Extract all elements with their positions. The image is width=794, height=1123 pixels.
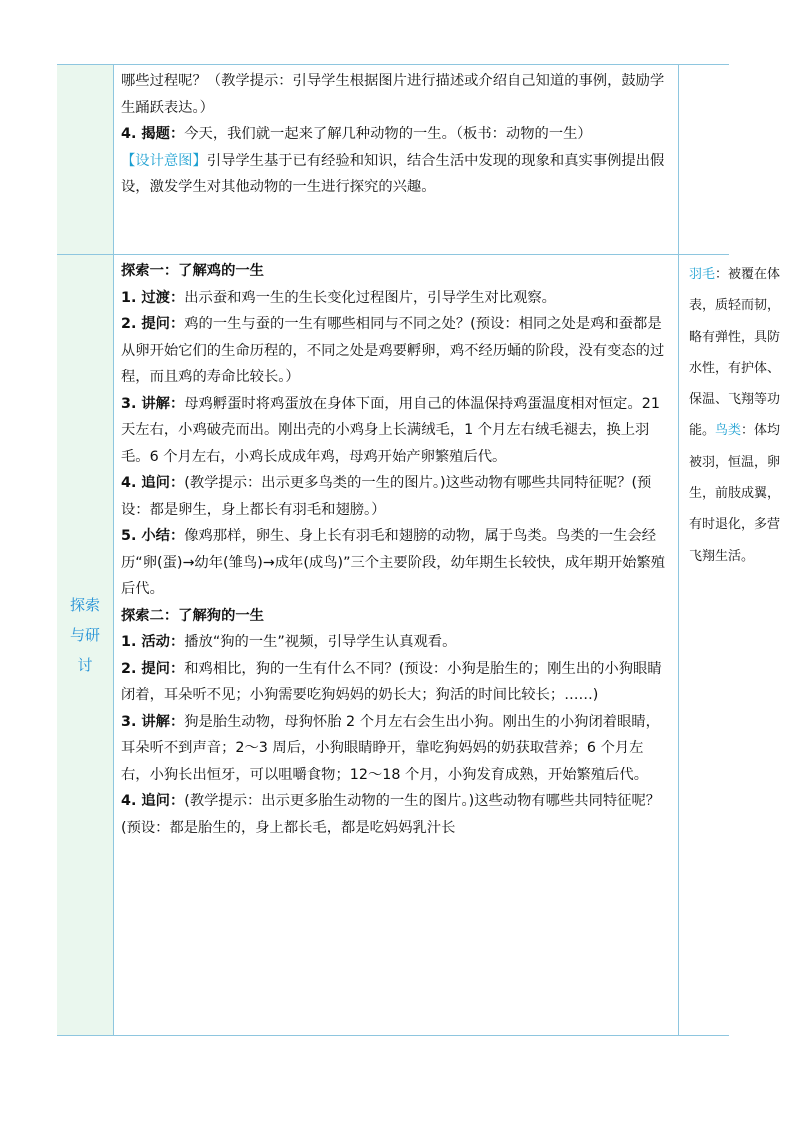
step-text: 母鸡孵蛋时将鸡蛋放在身体下面，用自己的体温保持鸡蛋温度相对恒定。21 天左右，小鸡破壳而出。刚出壳的小鸡身上长满绒毛，1 个月左右绒毛褪去，换上羽毛。6 个月左右，小鸡长成成年鸡，母鸡开始产卵繁殖后代。 xyxy=(121,395,660,465)
step-label: 5. 小结： xyxy=(121,528,185,544)
step-text: 出示蚕和鸡一生的生长变化过程图片，引导学生对比观察。 xyxy=(184,289,556,306)
side-note xyxy=(689,259,789,572)
intro-text xyxy=(121,68,672,201)
step-text: 狗是胎生动物，母狗怀胎 2 个月左右会生出小狗。刚出生的小狗闭着眼睛，耳朵听不到声音；2～3 周后，小狗眼睛睁开，靠吃狗妈妈的奶获取营养；6 个月左右，小狗长出恒牙，可以咀嚼食物；12～18 个月，小狗发育成熟，开始繁殖后代。 xyxy=(121,713,660,783)
content-cell-intro xyxy=(114,65,679,254)
step-label: 1. 过渡： xyxy=(121,289,185,306)
step-label: 3. 讲解： xyxy=(121,395,185,412)
stage-label-line: 与研 xyxy=(69,626,100,644)
design-intent xyxy=(121,148,672,201)
step-label: 4. 追问： xyxy=(121,475,185,491)
stage-cell-empty xyxy=(57,65,114,254)
step-followup xyxy=(121,470,672,523)
step-label: 4. 追问： xyxy=(121,793,185,809)
explore-text xyxy=(121,258,672,841)
step-question xyxy=(121,311,672,391)
intro-paragraph: 哪些过程呢？（教学提示：引导学生根据图片进行描述或介绍自己知道的事例，鼓励学生踊跃表达。） xyxy=(121,73,665,116)
step-question xyxy=(121,656,672,709)
note-cell-empty xyxy=(679,65,729,254)
table-row-explore xyxy=(57,255,781,1035)
step-explain xyxy=(121,709,672,789)
stage-label-line: 探索 xyxy=(69,596,100,614)
step-summary xyxy=(121,523,672,603)
step-text: (教学提示：出示更多鸟类的一生的图片。)这些动物有哪些共同特征呢？(预设：都是卵生，身上都长有羽毛和翅膀。） xyxy=(121,475,652,518)
step-text: 像鸡那样，卵生、身上长有羽毛和翅膀的动物，属于鸟类。鸟类的一生会经历“卵(蛋)→幼年(雏鸟)→成年(成鸟)”三个主要阶段，幼年期生长较快，成年期开始繁殖后代。 xyxy=(121,528,666,597)
explore-one-title: 探索一：了解鸡的一生 xyxy=(121,263,264,279)
note-key-feather: 羽毛 xyxy=(689,267,716,282)
table-row-intro xyxy=(57,65,729,255)
step-label: 2. 提问： xyxy=(121,660,185,677)
step-text: 播放“狗的一生”视频，引导学生认真观看。 xyxy=(184,634,457,650)
step-label: 2. 提问： xyxy=(121,316,185,332)
step-text: 今天，我们就一起来了解几种动物的一生。（板书：动物的一生） xyxy=(184,126,592,142)
content-cell-explore xyxy=(114,255,679,1035)
design-text: 引导学生基于已有经验和知识，结合生活中发现的现象和真实事例提出假设，激发学生对其他动物的一生进行探究的兴趣。 xyxy=(121,152,665,195)
step-text: (教学提示：出示更多胎生动物的一生的图片。)这些动物有哪些共同特征呢？(预设：都是胎生的，身上都长毛，都是吃妈妈乳汁长 xyxy=(121,793,661,836)
note-key-bird: 鸟类 xyxy=(715,423,742,439)
step-reveal-topic xyxy=(121,121,672,148)
explore-two-title: 探索二：了解狗的一生 xyxy=(121,607,264,624)
step-label: 4. 揭题： xyxy=(121,126,185,142)
design-label: 【设计意图】 xyxy=(121,152,207,169)
note-text-bird: ：体均被羽，恒温，卵生，前肢成翼，有时退化，多营飞翔生活。 xyxy=(689,423,781,564)
stage-cell xyxy=(57,255,114,1035)
step-explain xyxy=(121,391,672,471)
step-followup xyxy=(121,788,672,841)
step-label: 3. 讲解： xyxy=(121,713,185,730)
stage-label-line: 讨 xyxy=(77,656,93,674)
step-activity xyxy=(121,629,672,656)
stage-label xyxy=(57,590,113,680)
step-text: 和鸡相比，狗的一生有什么不同？(预设：小狗是胎生的；刚生出的小狗眼睛闭着，耳朵听不见；小狗需要吃狗妈妈的奶长大；狗活的时间比较长；……) xyxy=(121,660,662,703)
note-cell xyxy=(679,255,781,1035)
lesson-table xyxy=(57,64,781,1036)
step-label: 1. 活动： xyxy=(121,634,185,650)
note-text-feather: ：被覆在体表，质轻而韧，略有弹性，具防水性，有护体、保温、飞翔等功能。 xyxy=(689,267,781,439)
step-transition xyxy=(121,285,672,312)
step-text: 鸡的一生与蚕的一生有哪些相同与不同之处？(预设：相同之处是鸡和蚕都是从卵开始它们的生命历程的，不同之处是鸡要孵卵，鸡不经历蛹的阶段，没有变态的过程，而且鸡的寿命比较长。） xyxy=(121,316,665,385)
